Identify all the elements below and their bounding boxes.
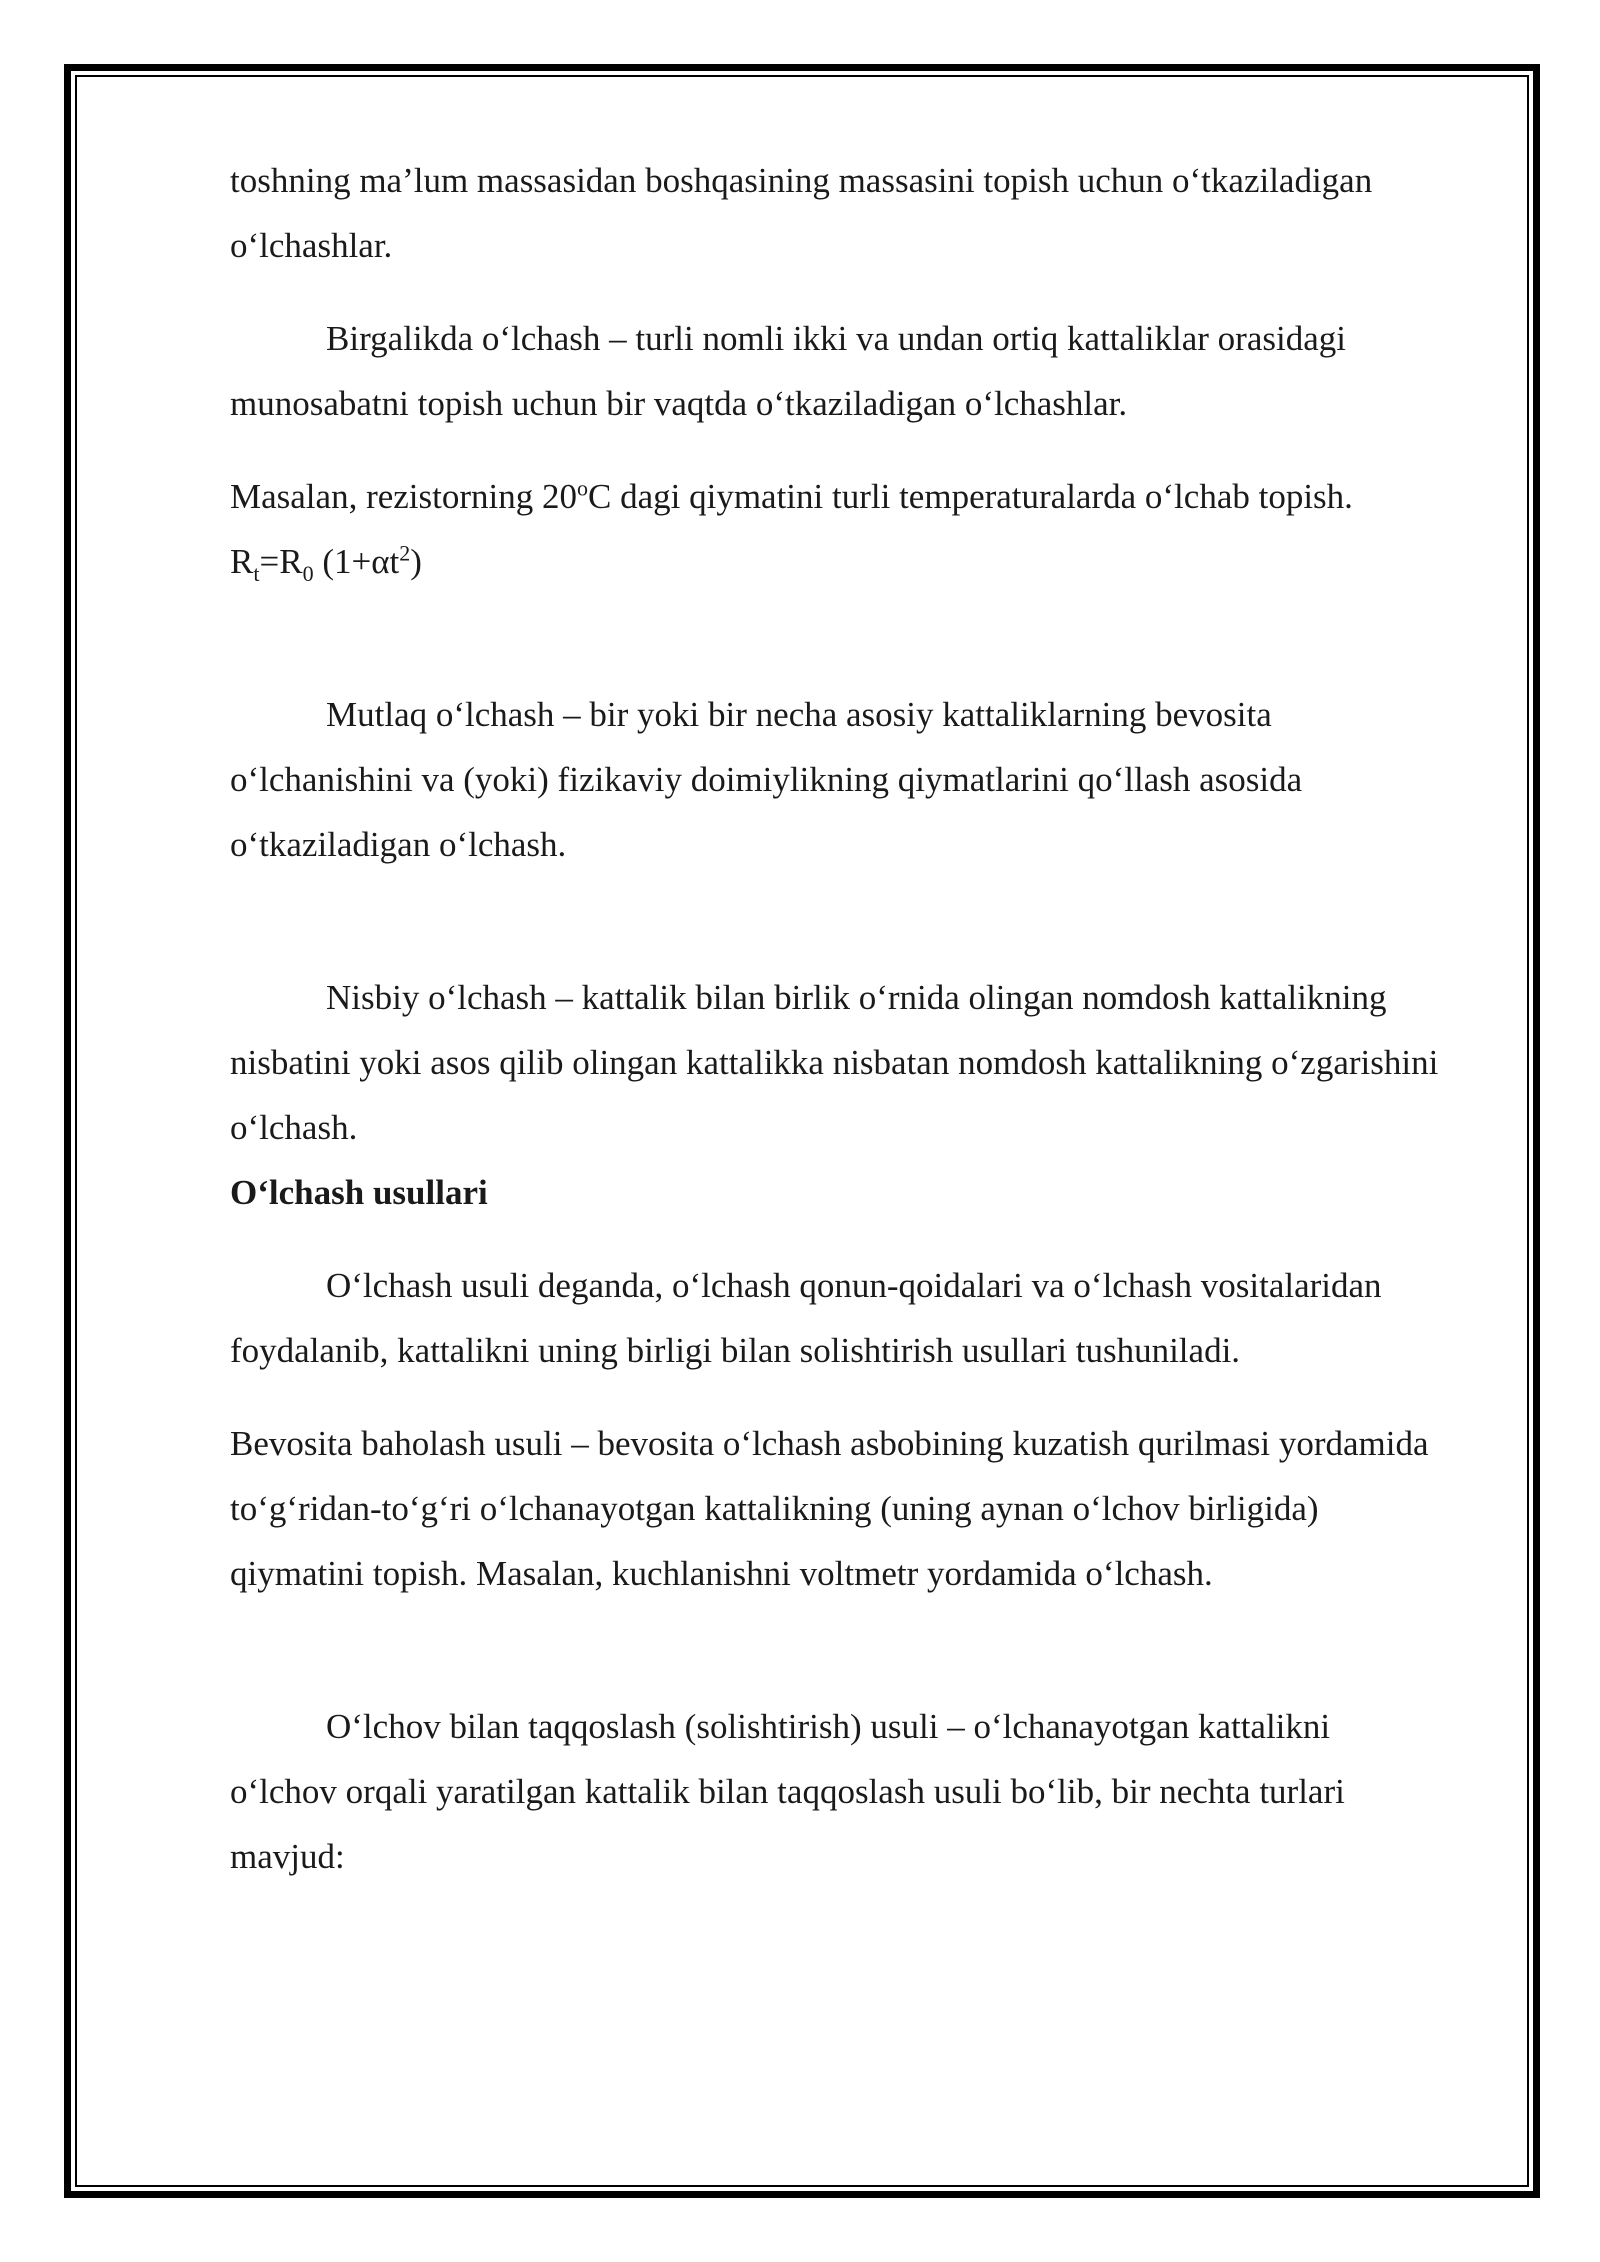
document-body xyxy=(230,148,1440,1889)
example-text-4: (1+αt xyxy=(313,542,400,581)
paragraph-continuation: toshning ma’lum massasidan boshqasining massasini topish uchun o‘tkaziladigan o‘lchashlar. xyxy=(230,161,1373,265)
paragraph-absolute-measurement: Mutlaq o‘lchash – bir yoki bir necha asosiy kattaliklarning bevosita o‘lchanishini va (yoki) fizikaviy doimiylikning qiymatlarini qo‘llash asosida o‘tkaziladigan o‘lchash. xyxy=(230,695,1303,864)
paragraph-measurement-method: O‘lchash usuli deganda, o‘lchash qonun-qoidalari va o‘lchash vositalaridan foydalanib, kattalikni uning birligi bilan solishtirish usullari tushuniladi. xyxy=(230,1266,1382,1370)
degree-mark: o xyxy=(577,475,588,501)
example-text-2: C dagi qiymatini turli temperaturalarda o‘lchab topish. R xyxy=(230,477,1353,581)
paragraph-joint-measurement: Birgalikda o‘lchash – turli nomli ikki va undan ortiq kattaliklar orasidagi munosabatni topish uchun bir vaqtda o‘tkaziladigan o‘lchashlar. xyxy=(230,319,1346,423)
subscript-0: 0 xyxy=(302,561,314,586)
example-text: Masalan, rezistorning 20 xyxy=(230,477,577,516)
example-text-5: ) xyxy=(410,542,422,581)
paragraph-example xyxy=(230,464,1440,594)
subscript-t: t xyxy=(253,561,260,586)
paragraph-direct-assessment: Bevosita baholash usuli – bevosita o‘lchash asbobining kuzatish qurilmasi yordamida to‘g‘ridan-to‘g‘ri o‘lchanayotgan kattalikning (uning aynan o‘lchov birligida) qiymatini topish. Masalan, kuchlanishni voltmetr yordamida o‘lchash. xyxy=(230,1424,1429,1593)
section-heading: O‘lchash usullari xyxy=(230,1173,488,1212)
superscript-2: 2 xyxy=(399,540,411,566)
example-text-3: =R xyxy=(259,542,303,581)
paragraph-relative-measurement: Nisbiy o‘lchash – kattalik bilan birlik o‘rnida olingan nomdosh kattalikning nisbatini yoki asos qilib olingan kattalikka nisbatan nomdosh kattalikning o‘zgarishini o‘lchash. xyxy=(230,978,1439,1147)
paragraph-comparison-method: O‘lchov bilan taqqoslash (solishtirish) usuli – o‘lchanayotgan kattalikni o‘lchov orqali yaratilgan kattalik bilan taqqoslash usuli bo‘lib, bir nechta turlari mavjud: xyxy=(230,1707,1345,1876)
